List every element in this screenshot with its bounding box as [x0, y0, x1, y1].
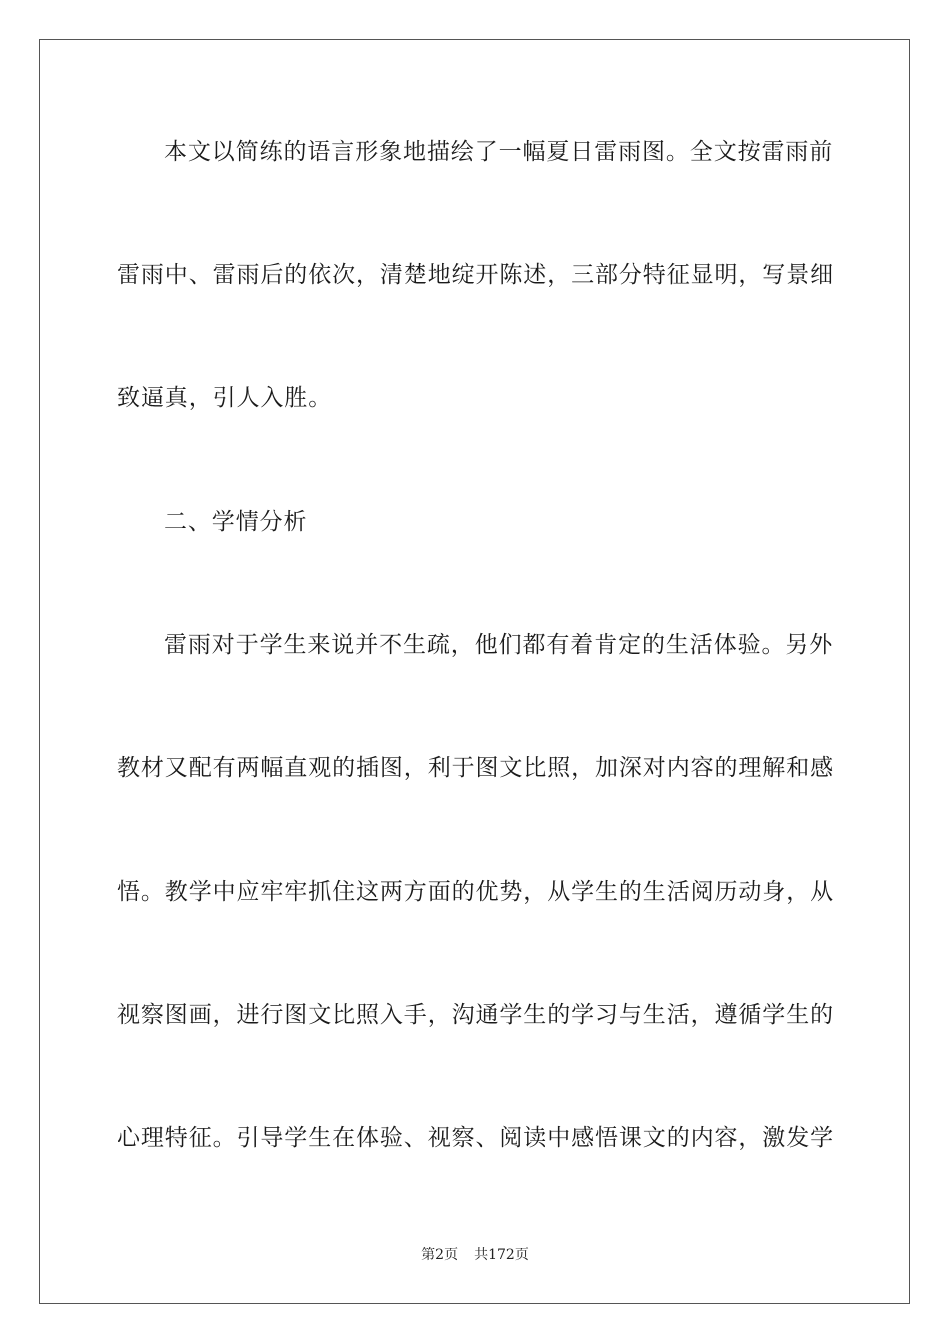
page-footer	[0, 1246, 950, 1264]
section-heading: 二、学情分析	[164, 509, 308, 535]
paragraph-line-1: 本文以简练的语言形象地描绘了一幅夏日雷雨图。全文按雷雨前	[164, 139, 834, 165]
paragraph-line-7: 视察图画，进行图文比照入手，沟通学生的学习与生活，遵循学生的	[117, 1002, 834, 1028]
paragraph-line-8: 心理特征。引导学生在体验、视察、阅读中感悟课文的内容，激发学	[117, 1125, 834, 1151]
paragraph-line-3: 致逼真，引人入胜。	[117, 385, 333, 411]
page-border	[39, 39, 910, 1304]
paragraph-line-4: 雷雨对于学生来说并不生疏，他们都有着肯定的生活体验。另外	[164, 632, 834, 658]
paragraph-line-2: 雷雨中、雷雨后的依次，清楚地绽开陈述，三部分特征显明，写景细	[117, 262, 834, 288]
page-number: 第2页	[421, 1247, 459, 1263]
paragraph-line-6: 悟。教学中应牢牢抓住这两方面的优势，从学生的生活阅历动身，从	[117, 879, 834, 905]
paragraph-line-5: 教材又配有两幅直观的插图，利于图文比照，加深对内容的理解和感	[117, 755, 834, 781]
total-pages: 共172页	[474, 1247, 529, 1263]
